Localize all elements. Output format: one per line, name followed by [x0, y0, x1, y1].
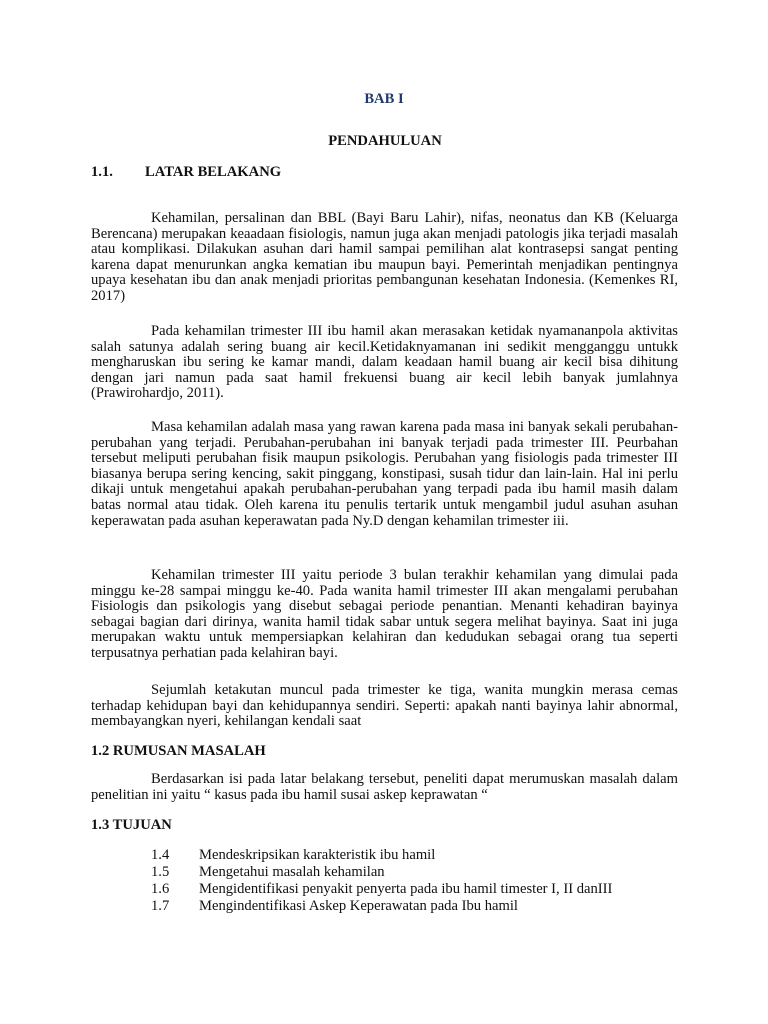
list-item-number: 1.4	[151, 847, 170, 863]
section-heading-latar-belakang	[91, 165, 281, 181]
list-item-text: Mengidentifikasi penyakit penyerta pada ibu hamil timester I, II danIII	[199, 881, 613, 897]
list-item	[151, 882, 612, 899]
section-title: LATAR BELAKANG	[145, 164, 282, 180]
list-item-number: 1.7	[151, 898, 170, 914]
chapter-number: BAB I	[364, 91, 404, 107]
paragraph-6: Berdasarkan isi pada latar belakang tersebut, peneliti dapat merumuskan masalah dalam penelitian ini yaitu “ kasus pada ibu hamil susai askep keprawatan “	[91, 771, 678, 803]
paragraph-1: Kehamilan, persalinan dan BBL (Bayi Baru Lahir), nifas, neonatus dan KB (Keluarga Berencana) merupakan keaadaan fisiologis, namun juga akan menjadi patologis jika terjadi masalah atau komplikasi. Dilakukan asuhan dari hamil sampai pemilihan alat kontrasepsi sangat penting karena dapat menurunkan angka kematian ibu maupun bayi. Pemerintah menjadikan pentingnya upaya kesehatan ibu dan anak menjadi prioritas pembangunan kesehatan Indonesia. (Kemenkes RI, 2017)	[91, 210, 678, 304]
list-item	[151, 848, 612, 865]
list-item-text: Mengindentifikasi Askep Keperawatan pada Ibu hamil	[199, 898, 518, 914]
paragraph-2: Pada kehamilan trimester III ibu hamil akan merasakan ketidak nyamananpola aktivitas salah satunya adalah sering buang air kecil.Ketidaknyamanan ini sedikit mengganggu untukk mengharuskan ibu sering ke kamar mandi, dalam keadaan hamil buang air kecil bisa dihitung dengan jari namun pada saat hamil frekuensi buang air kecil lebih banyak jumlahnya (Prawirohardjo, 2011).	[91, 323, 678, 402]
paragraph-4: Kehamilan trimester III yaitu periode 3 bulan terakhir kehamilan yang dimulai pada minggu ke-28 sampai minggu ke-40. Pada wanita hamil trimester III akan mengalami perubahan Fisiologis dan psikologis yang disebut sebagai periode penantian. Menanti kehadiran bayinya sebagai bagian dari dirinya, wanita hamil tidak sabar untuk segera melihat bayinya. Saat ini juga merupakan waktu untuk mempersiapkan kelahiran dan kedudukan sebagai orang tua seperti terpusatnya perhatian pada kelahiran bayi.	[91, 567, 678, 661]
section-number: 1.1.	[91, 164, 113, 180]
list-item-number: 1.5	[151, 864, 170, 880]
list-item-text: Mengetahui masalah kehamilan	[199, 864, 385, 880]
chapter-title: PENDAHULUAN	[328, 133, 442, 149]
list-item	[151, 865, 612, 882]
section-heading-tujuan: 1.3 TUJUAN	[91, 817, 172, 833]
section-heading-rumusan-masalah: 1.2 RUMUSAN MASALAH	[91, 743, 266, 759]
list-item-number: 1.6	[151, 881, 170, 897]
goals-list	[151, 848, 612, 916]
paragraph-5: Sejumlah ketakutan muncul pada trimester ke tiga, wanita mungkin merasa cemas terhadap kehidupan bayi dan kehidupannya sendiri. Seperti: apakah nanti bayinya lahir abnormal, membayangkan nyeri, kehilangan kendali saat	[91, 682, 678, 730]
list-item-text: Mendeskripsikan karakteristik ibu hamil	[199, 847, 436, 863]
list-item	[151, 899, 612, 916]
paragraph-3: Masa kehamilan adalah masa yang rawan karena pada masa ini banyak sekali perubahan-perubahan yang terjadi. Perubahan-perubahan ini banyak terjadi pada trimester III. Peurbahan tersebut meliputi perubahan fisik maupun psikologis. Perubahan yang fisiologis pada trimester III biasanya berupa sering kencing, sakit pinggang, konstipasi, susah tidur dan lain-lain. Hal ini perlu dikaji untuk mengetahui apakah perubahan-perubahan yang terpadi pada ibu hamil masih dalam batas normal atau tidak. Oleh karena itu penulis tertarik untuk mengambil judul asuhan asuhan keperawatan pada asuhan keperawatan pada Ny.D dengan kehamilan trimester iii.	[91, 419, 678, 529]
